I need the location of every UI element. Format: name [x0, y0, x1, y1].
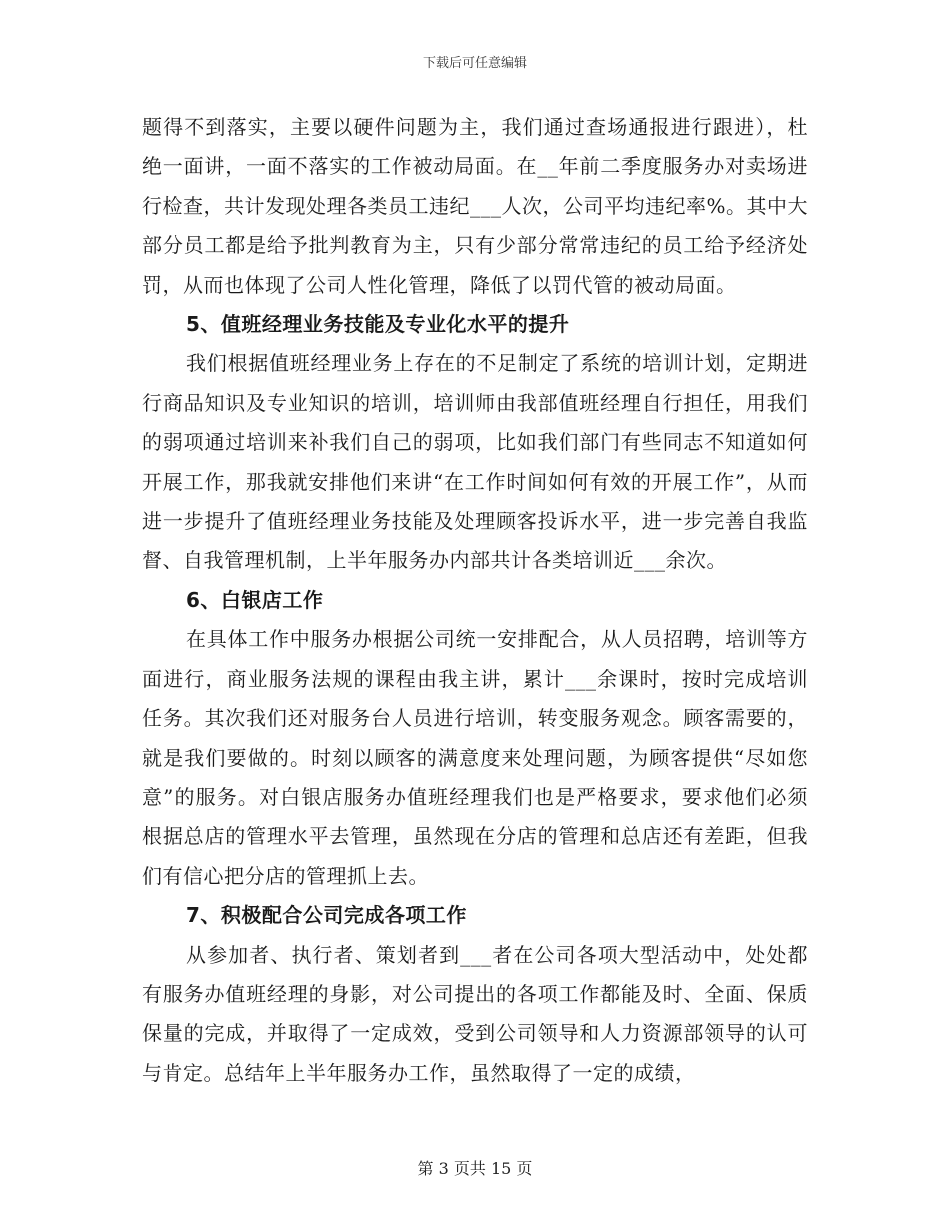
document-body [142, 108, 808, 1093]
paragraph-section-7: 从参加者、执行者、策划者到___者在公司各项大型活动中，处处都有服务办值班经理的身影，对公司提出的各项工作都能及时、全面、保质保量的完成，并取得了一定成效，受到公司领导和人力资源部领导的认可与肯定。总结年上半年服务办工作，虽然取得了一定的成绩， [142, 942, 808, 1085]
section-heading-7: 7、积极配合公司完成各项工作 [186, 903, 467, 928]
paragraph-section-6: 在具体工作中服务办根据公司统一安排配合，从人员招聘，培训等方面进行，商业服务法规的课程由我主讲，累计___余课时，按时完成培训任务。其次我们还对服务台人员进行培训，转变服务观念。顾客需要的，就是我们要做的。时刻以顾客的满意度来处理问题，为顾客提供“尽如您意”的服务。对白银店服务办值班经理我们也是严格要求，要求他们必须根据总店的管理水平去管理，虽然现在分店的管理和总店还有差距，但我们有信心把分店的管理抓上去。 [142, 627, 808, 888]
section-heading-5: 5、值班经理业务技能及专业化水平的提升 [186, 312, 570, 337]
section-heading-6: 6、白银店工作 [186, 587, 324, 612]
page-footer: 第 3 页共 15 页 [417, 1159, 533, 1178]
paragraph-continuation: 题得不到落实，主要以硬件问题为主，我们通过查场通报进行跟进），杜绝一面讲，一面不落实的工作被动局面。在__年前二季度服务办对卖场进行检查，共计发现处理各类员工违纪___人次，公司平均违纪率%。其中大部分员工都是给予批判教育为主，只有少部分常常违纪的员工给予经济处罚，从而也体现了公司人性化管理，降低了以罚代管的被动局面。 [142, 115, 809, 297]
page-header: 下载后可任意编辑 [422, 56, 527, 71]
paragraph-section-5: 我们根据值班经理业务上存在的不足制定了系统的培训计划，定期进行商品知识及专业知识的培训，培训师由我部值班经理自行担任，用我们的弱项通过培训来补我们自己的弱项，比如我们部门有些同志不知道如何开展工作，那我就安排他们来讲“在工作时间如何有效的开展工作”，从而进一步提升了值班经理业务技能及处理顾客投诉水平，进一步完善自我监督、自我管理机制，上半年服务办内部共计各类培训近___余次。 [142, 351, 808, 573]
